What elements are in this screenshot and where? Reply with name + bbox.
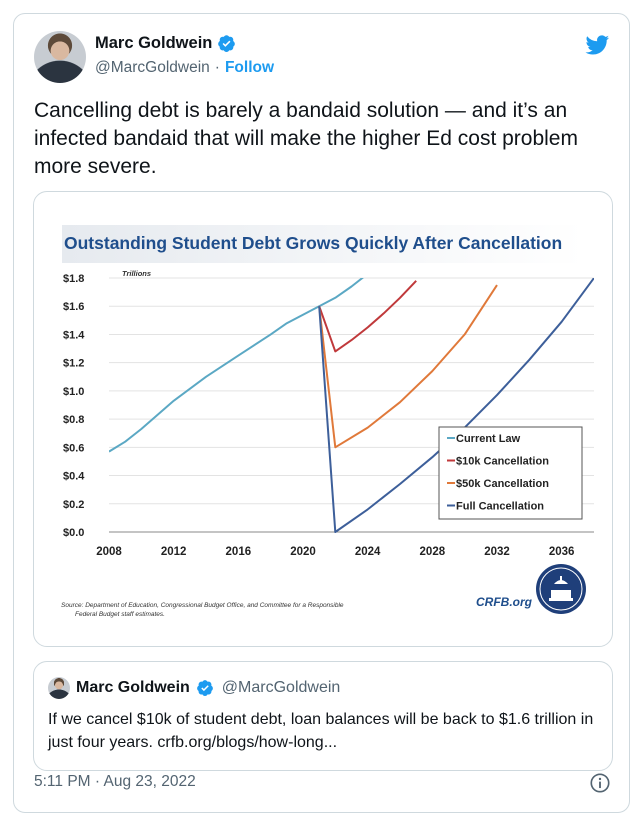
y-tick-label: $0.6 bbox=[63, 442, 85, 455]
y-tick-label: $1.0 bbox=[63, 385, 85, 398]
quoted-tweet-text: If we cancel $10k of student debt, loan balances will be back to $1.6 trillion in just four years. crfb.org/blogs/how-long... bbox=[48, 711, 594, 751]
legend-label: $50k Cancellation bbox=[456, 478, 549, 490]
verified-badge-icon bbox=[196, 679, 214, 697]
crfb-logo-text: CRFB.org bbox=[476, 595, 532, 609]
series-line-10k-cancellation bbox=[319, 281, 416, 352]
tweet-timestamp[interactable]: 5:11 PM · Aug 23, 2022 bbox=[34, 773, 196, 790]
verified-badge-icon bbox=[217, 34, 236, 53]
quoted-avatar bbox=[48, 677, 70, 699]
tweet-header bbox=[34, 31, 611, 87]
source-note-line2: Federal Budget staff estimates. bbox=[75, 611, 165, 618]
x-tick-label: 2024 bbox=[354, 546, 381, 558]
author-handle-row bbox=[95, 59, 274, 77]
follow-link[interactable]: Follow bbox=[224, 59, 275, 76]
tweet-text: Cancelling debt is barely a bandaid solution — and it’s an infected bandaid that will make the higher Ed cost problem more severe. bbox=[34, 99, 578, 178]
chart-card[interactable] bbox=[33, 191, 613, 647]
y-tick-label: $0.8 bbox=[63, 414, 85, 427]
quoted-tweet[interactable] bbox=[33, 661, 613, 771]
x-tick-label: 2016 bbox=[225, 546, 252, 558]
x-tick-label: 2020 bbox=[290, 546, 316, 558]
x-tick-label: 2036 bbox=[548, 546, 575, 558]
y-tick-label: $1.6 bbox=[63, 301, 85, 314]
legend bbox=[439, 427, 582, 519]
quoted-author-name: Marc Goldwein bbox=[76, 679, 190, 696]
y-tick-label: $1.8 bbox=[63, 273, 85, 285]
y-tick-label: $0.0 bbox=[63, 527, 85, 539]
x-tick-label: 2008 bbox=[96, 546, 122, 558]
y-tick-label: $1.4 bbox=[63, 329, 85, 342]
y-tick-label: $0.2 bbox=[63, 498, 85, 511]
chart-image bbox=[34, 192, 613, 647]
legend-label: Full Cancellation bbox=[456, 500, 545, 513]
x-tick-label: 2012 bbox=[160, 546, 187, 558]
separator: · bbox=[214, 59, 220, 76]
y-axis-ticks bbox=[63, 273, 85, 539]
author-handle[interactable]: @MarcGoldwein bbox=[95, 59, 210, 76]
chart-title: Outstanding Student Debt Grows Quickly After Cancellation bbox=[64, 233, 563, 253]
x-tick-label: 2028 bbox=[419, 546, 446, 558]
tweet-card bbox=[13, 13, 630, 813]
info-icon[interactable] bbox=[589, 772, 611, 794]
y-tick-label: $1.2 bbox=[63, 357, 85, 370]
legend-label: Current Law bbox=[456, 433, 521, 445]
avatar[interactable] bbox=[34, 31, 86, 83]
author-name-row bbox=[95, 34, 236, 53]
crfb-seal-icon bbox=[536, 564, 586, 614]
quoted-tweet-header bbox=[48, 677, 340, 699]
x-tick-label: 2032 bbox=[484, 546, 510, 558]
twitter-bird-icon[interactable] bbox=[584, 33, 611, 57]
quoted-author-handle: @MarcGoldwein bbox=[221, 679, 341, 696]
source-note-line1: Source: Department of Education, Congressional Budget Office, and Committee for a Responsible bbox=[61, 602, 344, 609]
x-axis-ticks bbox=[96, 546, 574, 558]
legend-label: $10k Cancellation bbox=[456, 455, 549, 468]
y-axis-unit-label: Trillions bbox=[122, 269, 152, 278]
y-tick-label: $0.4 bbox=[63, 470, 85, 483]
author-name[interactable]: Marc Goldwein bbox=[95, 34, 213, 52]
